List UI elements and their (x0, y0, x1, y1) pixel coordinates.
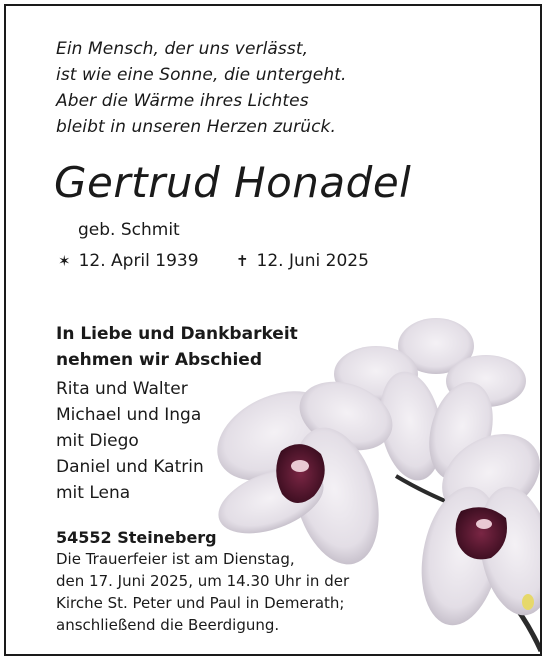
poem-line: ist wie eine Sonne, die untergeht. (56, 65, 347, 85)
deceased-name: Gertrud Honadel (54, 158, 412, 207)
obituary-frame (4, 4, 542, 656)
maiden-name: geb. Schmit (78, 220, 180, 240)
farewell-line: nehmen wir Abschied (56, 350, 262, 370)
family-member: Rita und Walter (56, 379, 188, 399)
service-info (56, 548, 349, 636)
family-member: mit Diego (56, 431, 139, 451)
service-line: Die Trauerfeier ist am Dienstag, (56, 550, 295, 568)
poem-line: Ein Mensch, der uns verlässt, (56, 39, 309, 59)
birth-date: 12. April 1939 (78, 251, 199, 271)
family-member: mit Lena (56, 483, 131, 503)
family-list (56, 376, 204, 506)
poem-line: Aber die Wärme ihres Lichtes (56, 91, 309, 111)
birth (58, 248, 199, 274)
service-line: den 17. Juni 2025, um 14.30 Uhr in der (56, 572, 350, 590)
family-member: Michael und Inga (56, 405, 202, 425)
star-icon: ✶ (58, 252, 71, 270)
life-dates (58, 248, 369, 274)
family-member: Daniel und Katrin (56, 457, 204, 477)
location: 54552 Steineberg (56, 528, 217, 547)
poem (56, 36, 347, 140)
poem-line: bleibt in unseren Herzen zurück. (56, 117, 336, 137)
death (236, 248, 369, 274)
farewell-line: In Liebe und Dankbarkeit (56, 324, 298, 344)
death-date: 12. Juni 2025 (256, 251, 369, 271)
service-line: anschließend die Beerdigung. (56, 616, 280, 634)
cross-icon: ✝ (235, 252, 249, 270)
service-line: Kirche St. Peter und Paul in Demerath; (56, 594, 345, 612)
